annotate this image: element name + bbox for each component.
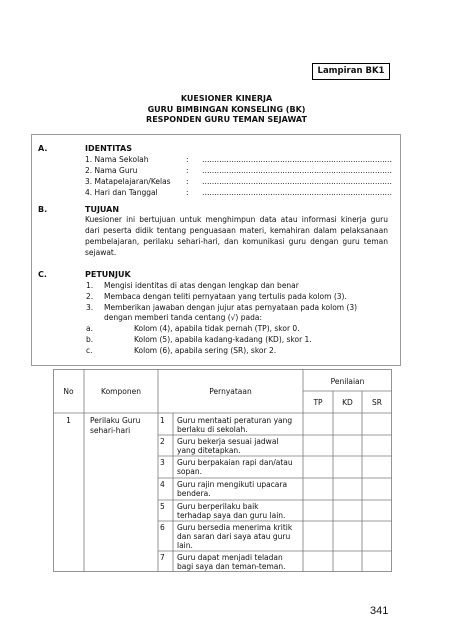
- statement-text: dan saran dari saya atau guru: [177, 532, 291, 541]
- identity-fill-line[interactable]: ……………………………………………………………………: [202, 166, 392, 175]
- header-tp: TP: [313, 398, 323, 407]
- title-line-3: RESPONDEN GURU TEMAN SEJAWAT: [146, 115, 307, 124]
- identity-row-teacher: [85, 166, 392, 176]
- substep-letter: a.: [86, 324, 93, 333]
- header-penilaian: Penilaian: [330, 377, 365, 386]
- substep-text: Kolom (6), apabila sering (SR), skor 2.: [134, 346, 277, 355]
- identity-colon: :: [186, 177, 189, 186]
- statement-text: terhadap saya dan guru lain.: [177, 511, 286, 520]
- substep-text: Kolom (5), apabila kadang-kadang (KD), skor 1.: [134, 335, 312, 344]
- identity-label: 3. Matapelajaran/Kelas: [85, 177, 171, 186]
- statement-text: yang ditetapkan.: [177, 446, 241, 455]
- step-number: 1.: [86, 281, 94, 290]
- statement-number: 1: [160, 416, 165, 425]
- step-number: 2.: [86, 292, 94, 301]
- title-line-2: GURU BIMBINGAN KONSELING (BK): [147, 104, 306, 114]
- identity-colon: :: [186, 155, 189, 164]
- statement-text: Guru berpakaian rapi dan/atau: [177, 458, 293, 467]
- step-text: dengan memberi tanda centang (√) pada:: [104, 313, 262, 322]
- statement-text: Guru dapat menjadi teladan: [177, 553, 283, 562]
- section-a-label: IDENTITAS: [85, 144, 132, 153]
- page-number: 341: [370, 605, 389, 617]
- komponen-line-2: sehari-hari: [90, 426, 131, 435]
- identity-fill-line[interactable]: ……………………………………………………………………: [202, 155, 392, 164]
- statement-number: 4: [160, 480, 165, 489]
- section-c-number: C.: [38, 270, 47, 279]
- identity-row-date: [85, 188, 392, 198]
- header-kd: KD: [342, 398, 353, 407]
- row-number: 1: [66, 416, 71, 425]
- substep-letter: b.: [86, 335, 94, 344]
- section-b-label: TUJUAN: [85, 205, 120, 214]
- substep-text: Kolom (4), apabila tidak pernah (TP), skor 0.: [134, 324, 300, 333]
- section-c-label: PETUNJUK: [85, 270, 131, 279]
- statement-number: 6: [160, 523, 165, 532]
- statement-text: Guru mentaati peraturan yang: [177, 416, 293, 425]
- header-no: No: [63, 387, 74, 396]
- lampiran-label: Lampiran BK1: [312, 63, 390, 80]
- statement-text: Guru bekerja sesuai jadwal: [177, 437, 279, 446]
- header-sr: SR: [372, 398, 382, 407]
- statement-number: 3: [160, 458, 165, 467]
- section-b-number: B.: [38, 205, 48, 214]
- identity-fill-line[interactable]: ……………………………………………………………………: [202, 188, 392, 197]
- section-a-number: A.: [38, 144, 48, 153]
- statement-number: 2: [160, 437, 165, 446]
- document-title-block: [0, 94, 453, 126]
- statement-text: lain.: [177, 541, 193, 550]
- section-b-text: Kuesioner ini bertujuan untuk menghimpun data atau informasi kinerja guru dari peserta didik tentang penguasaan materi, kemahiran dalam pelaksanaan pembelajaran, perilaku sehari-hari, dan komunikasi guru dengan guru teman sejawat.: [85, 215, 388, 257]
- statement-text: Guru rajin mengikuti upacara: [177, 480, 288, 489]
- identity-label: 4. Hari dan Tanggal: [85, 188, 158, 197]
- statement-text: Guru berperilaku baik: [177, 502, 259, 511]
- identity-row-subject: [85, 177, 392, 187]
- step-text: Membaca dengan teliti pernyataan yang tertulis pada kolom (3).: [104, 292, 347, 301]
- komponen-line-1: Perilaku Guru: [90, 416, 141, 425]
- statement-text: Guru bersedia menerima kritik: [177, 523, 293, 532]
- identity-label: 1. Nama Sekolah: [85, 155, 149, 164]
- identity-colon: :: [186, 166, 189, 175]
- identity-colon: :: [186, 188, 189, 197]
- statement-number: 5: [160, 502, 165, 511]
- statement-text: berlaku di sekolah.: [177, 425, 248, 434]
- title-line-1: KUESIONER KINERJA: [180, 94, 273, 103]
- substep-letter: c.: [86, 346, 93, 355]
- identity-fill-line[interactable]: ……………………………………………………………………: [202, 177, 392, 186]
- identity-label: 2. Nama Guru: [85, 166, 138, 175]
- step-text: Memberikan jawaban dengan jujur atas pernyataan pada kolom (3): [104, 303, 358, 312]
- step-text: Mengisi identitas di atas dengan lengkap dan benar: [104, 281, 299, 290]
- statement-text: bagi saya dan teman-teman.: [177, 562, 286, 571]
- statement-text: bendera.: [177, 489, 211, 498]
- header-pernyataan: Pernyataan: [209, 387, 252, 396]
- step-number: 3.: [86, 303, 94, 312]
- statement-text: sopan.: [177, 467, 202, 476]
- header-komponen: Komponen: [101, 387, 141, 396]
- statement-number: 7: [160, 553, 165, 562]
- questionnaire-table: [53, 369, 392, 572]
- identity-row-school: [85, 155, 392, 165]
